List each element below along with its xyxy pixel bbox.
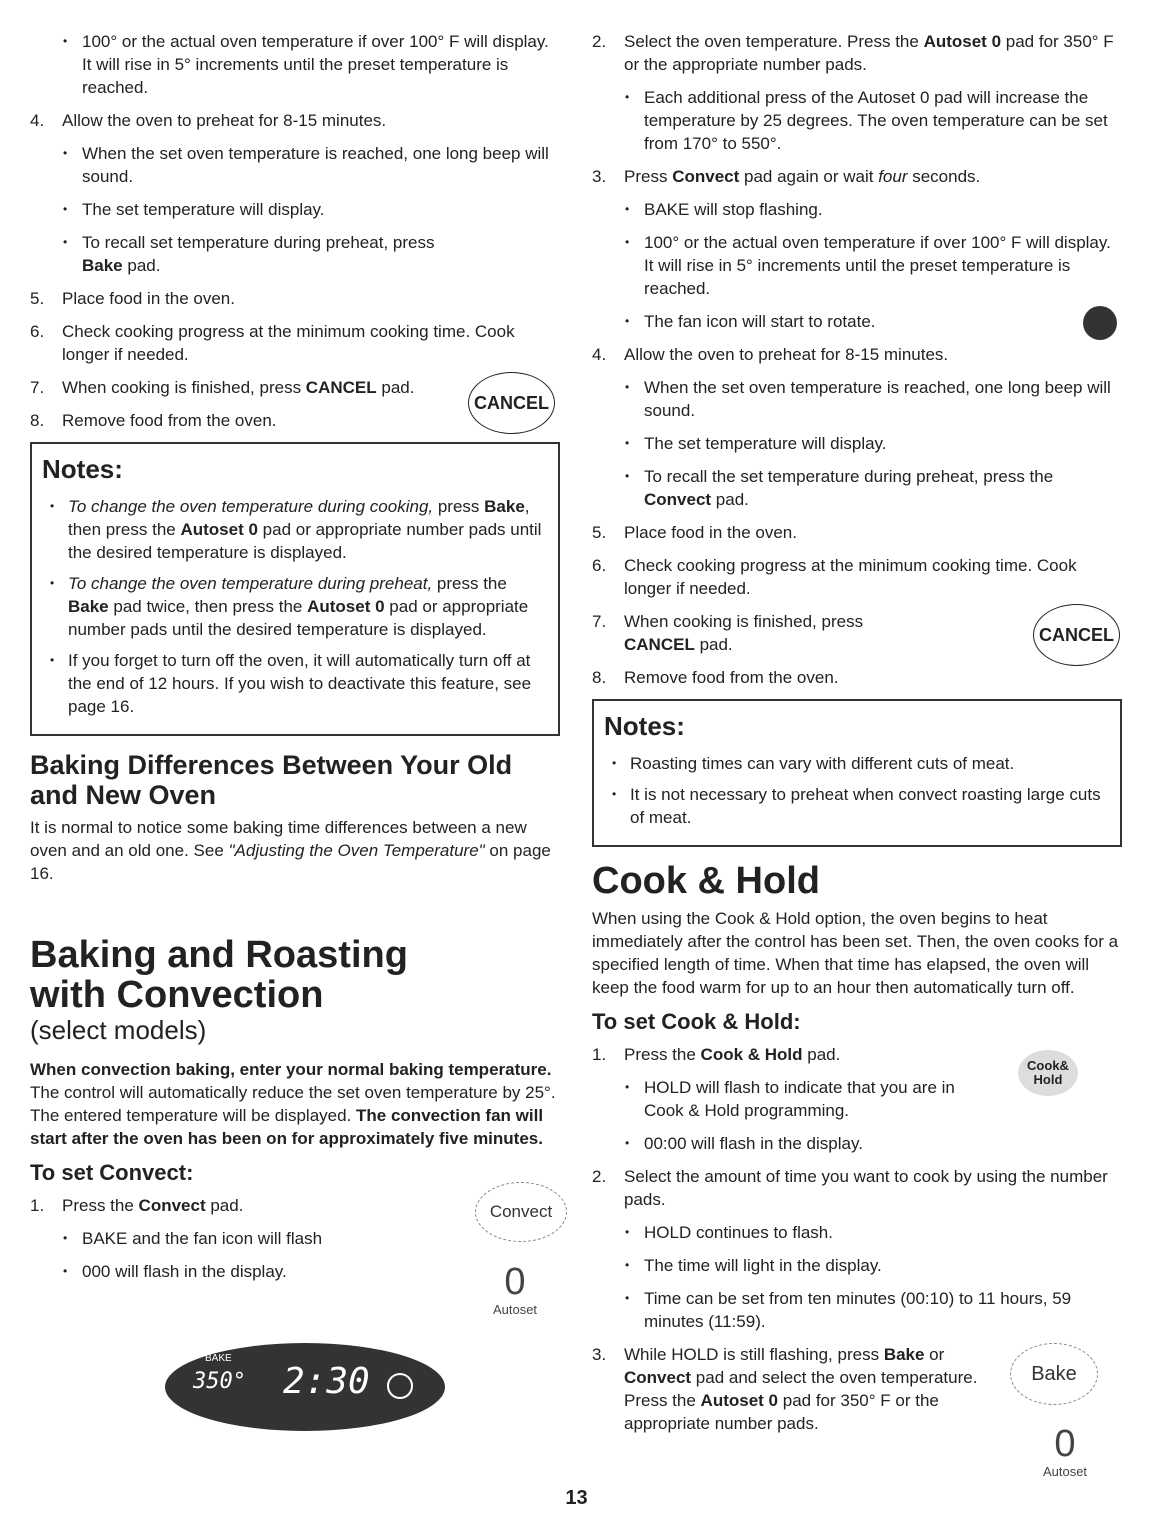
display-temp: 350° bbox=[193, 1369, 246, 1394]
cook-hold-body: When using the Cook & Hold option, the oven begins to heat immediately after the control has been set. Then, the oven cooks for a specified length of time. When that time has elapsed, the oven will keep the food warm for up to an hour then automatically turn off. bbox=[592, 909, 1119, 997]
notes-box bbox=[30, 442, 560, 736]
note-item: • If you forget to turn off the oven, it will automatically turn off at the end of 12 hours. If you wish to deactivate this feature, see page 16. bbox=[42, 649, 548, 718]
display-bake-label: BAKE bbox=[205, 1353, 232, 1364]
cancel-pad-icon: CANCEL bbox=[468, 372, 555, 434]
list-item: • 100° or the actual oven temperature if over 100° F will display. It will rise in 5° increments until the preset temperature is reached. bbox=[30, 30, 560, 99]
step-5: 5. Place food in the oven. bbox=[30, 289, 235, 308]
list-item: • Each additional press of the Autoset 0 pad will increase the temperature by 25 degrees. The oven temperature can be set from 170° to 550°. bbox=[592, 86, 1122, 155]
cook-hold-step-2: 2. Select the amount of time you want to cook by using the number pads. bbox=[592, 1167, 1108, 1209]
step-7: 7. When cooking is finished, press CANCEL pad. bbox=[592, 612, 864, 654]
fan-icon bbox=[1083, 306, 1117, 340]
list-item: • The fan icon will start to rotate. bbox=[592, 310, 1122, 333]
list-item: • When the set oven temperature is reached, one long beep will sound. bbox=[30, 142, 560, 188]
convect-pad-icon: Convect bbox=[475, 1182, 567, 1242]
step-3: 3. Press Convect pad again or wait four seconds. bbox=[592, 167, 981, 186]
convection-subtitle: (select models) bbox=[30, 1015, 207, 1045]
list-item: • 00:00 will flash in the display. bbox=[592, 1132, 1122, 1155]
cook-hold-pad-icon: Cook& Hold bbox=[1018, 1050, 1078, 1096]
note-item: • It is not necessary to preheat when convect roasting large cuts of meat. bbox=[604, 783, 1110, 829]
set-convect-title: To set Convect: bbox=[30, 1160, 194, 1185]
step-7: 7. When cooking is finished, press CANCEL pad. bbox=[30, 378, 415, 397]
cook-hold-step-1: 1. Press the Cook & Hold pad. bbox=[592, 1045, 841, 1064]
notes-box bbox=[592, 699, 1122, 847]
bake-pad-icon: Bake bbox=[1010, 1343, 1098, 1405]
section-title: Baking Differences Between Your Old and New Oven bbox=[30, 750, 513, 810]
list-item: • HOLD continues to flash. bbox=[592, 1221, 1122, 1244]
section-body: It is normal to notice some baking time differences between a new oven and an old one. See "Adjusting the Oven Temperature" on page 16. bbox=[30, 818, 551, 883]
list-item: • 000 will flash in the display. bbox=[30, 1260, 560, 1283]
step-2: 2. Select the oven temperature. Press the Autoset 0 pad for 350° F or the appropriate number pads. bbox=[592, 32, 1114, 74]
note-item: • Roasting times can vary with different cuts of meat. bbox=[604, 752, 1110, 775]
cancel-pad-icon: CANCEL bbox=[1033, 604, 1120, 666]
list-item: • To recall set temperature during preheat, press Bake pad. bbox=[30, 231, 560, 277]
note-item: • To change the oven temperature during preheat, press the Bake pad twice, then press the Autoset 0 pad or appropriate number pads until the desired temperature is displayed. bbox=[42, 572, 548, 641]
note-item: • To change the oven temperature during cooking, press Bake, then press the Autoset 0 pad or appropriate number pads until the desired temperature is displayed. bbox=[42, 495, 548, 564]
page-number: 13 bbox=[565, 1487, 588, 1509]
list-item: • BAKE will stop flashing. bbox=[592, 198, 1122, 221]
list-item: • The set temperature will display. bbox=[592, 432, 1122, 455]
autoset-pad-icon: 0 Autoset bbox=[492, 1261, 538, 1317]
step-6: 6. Check cooking progress at the minimum cooking time. Cook longer if needed. bbox=[592, 556, 1077, 598]
convect-step-1: 1. Press the Convect pad. bbox=[30, 1196, 244, 1215]
list-item: • 100° or the actual oven temperature if over 100° F will display. It will rise in 5° increments until the preset temperature is reached. bbox=[592, 231, 1122, 300]
convection-body: When convection baking, enter your normal baking temperature. The control will automatically reduce the set oven temperature by 25°. The entered temperature will be displayed. The convection fan will start after the oven has been on for approximately five minutes. bbox=[30, 1060, 556, 1148]
notes-title: Notes: bbox=[604, 711, 685, 741]
step-8: 8. Remove food from the oven. bbox=[30, 411, 277, 430]
list-item: • To recall the set temperature during preheat, press the Convect pad. bbox=[592, 465, 1122, 511]
step-4: 4. Allow the oven to preheat for 8-15 minutes. bbox=[592, 345, 949, 364]
fan-icon bbox=[387, 1373, 413, 1399]
list-item: • Time can be set from ten minutes (00:10) to 11 hours, 59 minutes (11:59). bbox=[592, 1287, 1122, 1333]
cook-hold-step-3: 3. While HOLD is still flashing, press Bake or Convect pad and select the oven temperature. Press the Autoset 0 pad for 350° F or the appropriate number pads. bbox=[592, 1345, 978, 1433]
convection-title: Baking and Roasting with Convection bbox=[30, 934, 408, 1016]
list-item: • The time will light in the display. bbox=[592, 1254, 1122, 1277]
display-time: 2:30 bbox=[283, 1361, 370, 1402]
set-cook-hold-title: To set Cook & Hold: bbox=[592, 1009, 801, 1034]
left-column bbox=[30, 30, 560, 1293]
right-column bbox=[592, 30, 1122, 1445]
notes-title: Notes: bbox=[42, 454, 123, 484]
step-4: 4. Allow the oven to preheat for 8-15 minutes. bbox=[30, 111, 387, 130]
list-item: • HOLD will flash to indicate that you are in Cook & Hold programming. bbox=[592, 1076, 1122, 1122]
list-item: • The set temperature will display. bbox=[30, 198, 560, 221]
step-8: 8. Remove food from the oven. bbox=[592, 668, 839, 687]
list-item: • BAKE and the fan icon will flash bbox=[30, 1227, 560, 1250]
step-6: 6. Check cooking progress at the minimum cooking time. Cook longer if needed. bbox=[30, 322, 515, 364]
autoset-pad-icon: 0 Autoset bbox=[1042, 1423, 1088, 1479]
oven-display bbox=[165, 1343, 445, 1431]
cook-hold-title: Cook & Hold bbox=[592, 860, 820, 902]
list-item: • When the set oven temperature is reached, one long beep will sound. bbox=[592, 376, 1122, 422]
step-5: 5. Place food in the oven. bbox=[592, 523, 797, 542]
